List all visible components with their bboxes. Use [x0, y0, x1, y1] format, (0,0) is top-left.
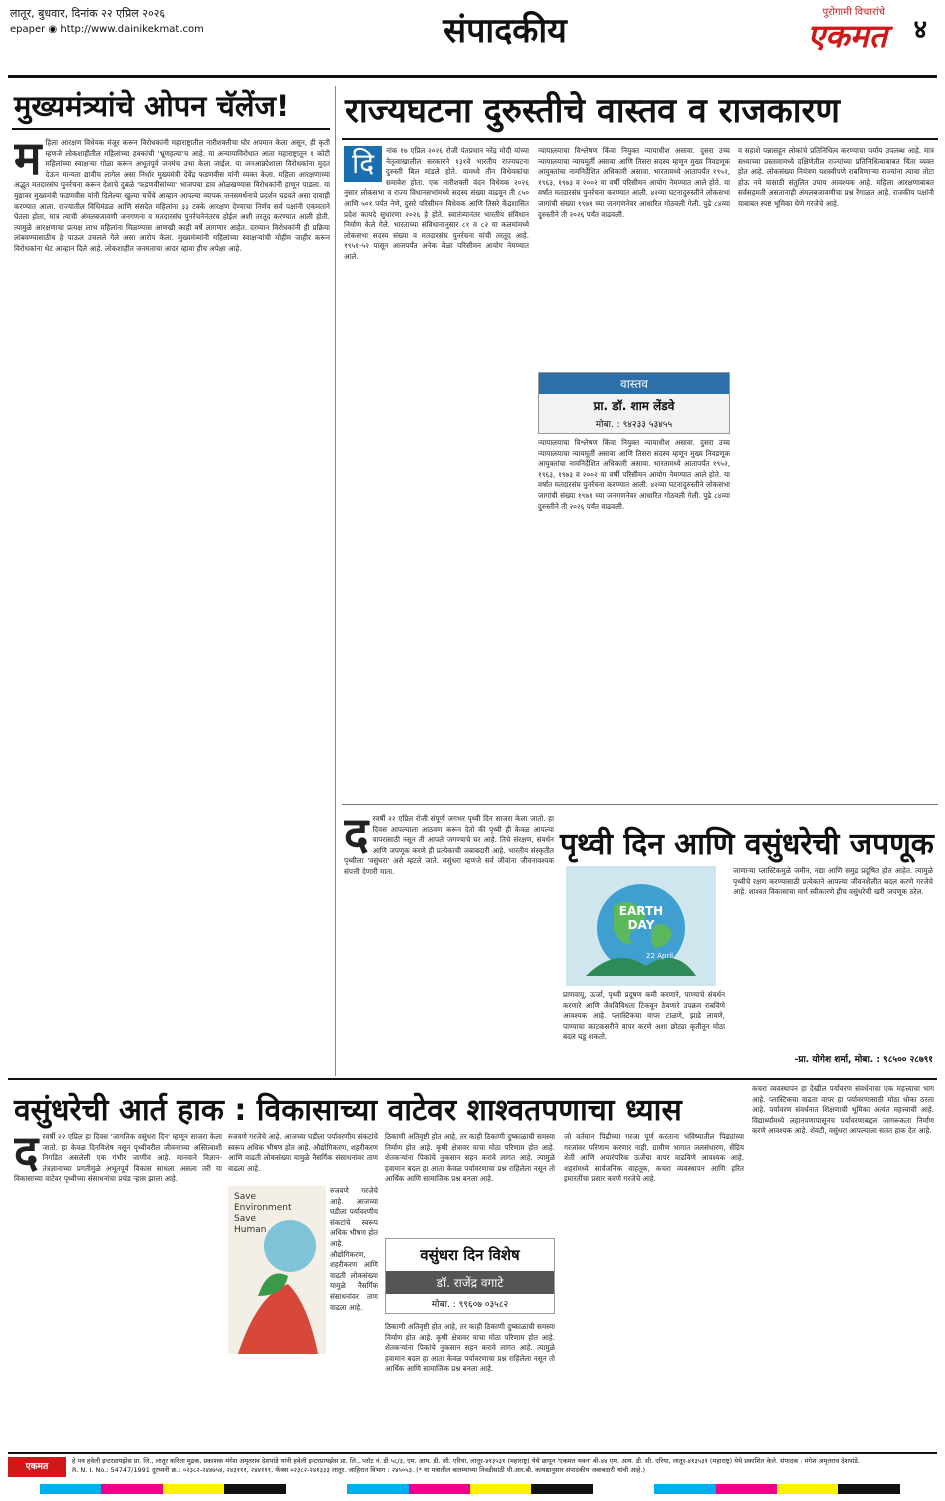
bottom-col-3-bottom [385, 1322, 555, 1448]
footer-line-2: R. N. I. No.: 54747/1991 दूरध्वनी क्र.: ०२३८२-२४४७५४, २४३१११, २४४१११, फॅक्स ०२३८२-२४१३३३ लातूर. जाहिरात विभाग : २४५०५३. (* या पत्रातील बातम्यांच्या निवडीसाठी पी.आर.बी. कायद्यानुसार संपादकीय जबाबदारी यांची आहे.) [72, 1466, 645, 1474]
section-title: संपादकीय [443, 11, 567, 51]
main-headline: राज्यघटना दुरुस्तीचे वास्तव व राजकारण [345, 91, 840, 131]
main-col-1 [344, 146, 529, 796]
save-environment-poster [228, 1186, 326, 1354]
vastav-mobile: मोबा. : ९४२३३ ५३४५५ [595, 420, 673, 430]
brand-tagline: पुरोगामी विचारांचे [822, 7, 885, 18]
earth-headline: पृथ्वी दिन आणि वसुंधरेची जपणूक [560, 827, 934, 862]
dateline: लातूर, बुधवार, दिनांक २२ एप्रिल २०२६ [10, 7, 166, 20]
vasundhara-box-mobile: मोबा. : ९९६०७ ०३५८२ [431, 1300, 509, 1310]
poster-line-1: Save [234, 1192, 257, 1202]
bottom-col-2-side [330, 1186, 378, 1448]
earth-dropcap: द [344, 814, 369, 861]
bottom-headline: वसुंधरेची आर्त हाक : विकासाच्या वाटेवर शाश्वतपणाचा ध्यास [14, 1093, 682, 1128]
left-body-text: हिला आरक्षण विधेयक मंजूर करून विरोधकांनी महाराष्ट्रातील नारीशक्तीचा घोर अपमान केला असून, ही कृती म्हणजे लोकशाहीतील महिलांच्या हक्कांची 'भ्रूणहत्या'च आहे. या अन्यायाविरोधात आता महाराष्ट्रातून १ कोटी महिलांच्या स्वाक्षऱ्या गोळा करून अभूतपूर्व जनमंच उभा केला जाईल. या जनआक्रोशाला विरोधकांना मुदत देऊन मान्यता द्यावीच लागेल असा निर्धार मुख्यमंत्री देवेंद्र फडणवीस यांनी व्यक्त केला. महिला आरक्षणाच्या अद्भुत मतदारसंघ पुनर्रचना करून देशाचे दुबळे 'फडणवीसांच्या' भाजपचा डाव ओळखण्यास विरोधकांनी हाणून पाडला. या मुद्यावर मुख्यमंत्री फडणवीस यांनी दिलेल्या खुल्या चर्चेचे आव्हान आपल्या व्यापक जनसमर्थनाचे प्रदर्शन घडवते असा दावाही करण्यात आला. राज्यातील विधिमंडळ आणि संसदेत महिलांना ३३ टक्के आरक्षण देण्याचा निर्णय सर्व पक्षांनी एकमताने घेतला होता, मात्र त्याची अंमलबजावणी जनगणना व मतदारसंघ पुनर्रचनेनंतरच होईल अशी तरतूद करण्यात आली होती. त्यामुळे आरक्षणाचा प्रत्यक्ष लाभ महिलांना मिळण्यास आणखी काही वर्षे लागणार आहेत. दरम्यान विरोधकांनी ही प्रक्रिया लांबवण्यासाठीच हे पाऊल उचलले गेले असा आरोप केला. मुख्यमंत्र्यांनी महिलांच्या स्वाक्षऱ्यांची मोहीम जाहीर करून विरोधकांना थेट आव्हान दिले आहे. लोकशाहीत जनमताचा आदर व्हावा हीच अपेक्षा आहे. [14, 138, 330, 253]
left-headline-rule [12, 128, 330, 130]
header-rule [8, 75, 937, 78]
main-col-2 [538, 146, 730, 366]
bottom-col-2-top [228, 1132, 378, 1184]
bottom-col-3-top [385, 1132, 555, 1232]
main-col3-text: व सहाशे पन्नासहून लोकांचे प्रतिनिधित्व करण्याचा पर्याय उपलब्ध आहे. मात्र सध्याच्या प्रस्तावामध्ये दक्षिणेतील राज्यांच्या प्रतिनिधित्वाबाबत चिंता व्यक्त होत आहे. लोकसंख्या नियंत्रण यशस्वीपणे राबविणाऱ्या राज्यांना त्याचा तोटा होऊ नये यासाठी संतुलित उपाय आवश्यक आहे. महिला आरक्षणाबाबत सर्वसहमती असतानाही अंमलबजावणीचा प्रश्न रेंगाळत आहे. राजकीय पक्षांनी याबाबत स्पष्ट भूमिका घेणे गरजेचे आहे. [738, 146, 934, 208]
poster-line-3: Save [234, 1214, 257, 1224]
bottom-col3b-text: ठिकाणी अतिवृष्टी होत आहे, तर काही ठिकाणी दुष्काळाची समस्या निर्माण होत आहे. कृषी क्षेत्रावर याचा मोठा परिणाम होत आहे. शेतकऱ्यांना पिकांचे नुकसान सहन करावे लागत आहे. त्यामुळे हवामान बदल हा आता केवळ पर्यावरणाचा प्रश्न राहिलेला नसून तो आर्थिक आणि सामाजिक प्रश्न बनला आहे. [385, 1322, 555, 1374]
vasundhara-box [385, 1238, 555, 1314]
bottom-col-5 [752, 1084, 934, 1448]
earth-signature: -प्रा. योगेश शर्मा, मोबा. : ९८५०० २८७९१ [794, 1055, 933, 1065]
site-url[interactable]: http://www.dainikekmat.com [60, 24, 204, 35]
main-dropcap: दि [344, 146, 382, 182]
column-divider [335, 86, 336, 1076]
color-registration-bar [40, 1484, 900, 1494]
main-col-2b [538, 438, 730, 796]
earth-col-3 [733, 866, 933, 1046]
poster-line-4: Human [234, 1225, 267, 1235]
main-col2b-text: न्यायालयाचा विश्लेषण किंवा नियुक्त न्यायाधीश असावा. दुसरा उच्च न्यायालयाचा न्यायमूर्ती असावा आणि तिसरा सदस्य म्हणून मुख्य निवडणूक आयुक्तांचा नामनिर्देशित अधिकारी असावा. भारतामध्ये आतापर्यंत १९५२, १९६३, १९७३ व २००२ या वर्षी परिसीमन आयोग नेमण्यात आले होते. या वर्षांत मतदारसंघ पुनर्रचना करण्यात आली. ४२व्या घटनादुरुस्तीने लोकसभा जागांची संख्या १९७१ च्या जनगणनेवर आधारित गोठवली गेली. पुढे ८४व्या दुरुस्तीने ती २०२६ पर्यंत वाढवली. [538, 438, 730, 511]
poster-line-2: Environment [234, 1203, 292, 1213]
left-article-body [14, 138, 330, 1076]
bottom-col2-text: रुजवणे गरजेचे आहे. आजच्या घडीला पर्यावरणीय संकटांचे स्वरूप अधिक भीषण होत आहे. औद्योगिकरण, शहरीकरण आणि वाढती लोकसंख्या यामुळे नैसर्गिक संसाधनांवर ताण वाढला आहे. [228, 1132, 378, 1173]
earth-body-c: जाणाऱ्या प्लास्टिकमुळे जमीन, नद्या आणि समुद्र प्रदूषित होत आहेत. त्यामुळे पृथ्वीचे रक्षण करण्यासाठी प्रत्येकाने आपल्या जीवनशैलीत बदल करणे गरजेचे आहे. शाश्वत विकासाचा मार्ग स्वीकारणे हीच वसुंधरेची खरी जपणूक ठरेल. [733, 866, 933, 897]
footer-line-1: हे पत्र हवेली इन्टरप्रायझेस प्रा. लि., लातूर करिता मुद्रक, प्रकाशक मंगेश अमृतराव देशपांडे यांनी हवेली इन्टरप्रायझेस प्रा. लि., प्लॉट नं. डी ५८/३, एम. आय. डी. सी. एरिया, लातूर-४१३५३१ (महाराष्ट्र) येथे छापून 'एकमत भवन' बी-४४ एम. आय. डी. सी. एरिया, लातूर-४१३५३१ (महाराष्ट्र) येथे प्रकाशित केले. संपादक : मंगेश अमृतराव देशपांडे. [72, 1457, 860, 1465]
bottom-col3-text: ठिकाणी अतिवृष्टी होत आहे, तर काही ठिकाणी दुष्काळाची समस्या निर्माण होत आहे. कृषी क्षेत्रावर याचा मोठा परिणाम होत आहे. शेतकऱ्यांना पिकांचे नुकसान सहन करावे लागत आहे. त्यामुळे हवामान बदल हा आता केवळ पर्यावरणाचा प्रश्न राहिलेला नसून तो आर्थिक आणि सामाजिक प्रश्न बनला आहे. [385, 1132, 555, 1184]
vasundhara-box-author: डॉ. राजेंद्र वगाटे [386, 1271, 554, 1294]
bottom-col2-side-text: रुजवणे गरजेचे आहे. आजच्या घडीला पर्यावरणीय संकटांचे स्वरूप अधिक भीषण होत आहे. औद्योगिकरण, शहरीकरण आणि वाढती लोकसंख्या यामुळे नैसर्गिक संसाधनांवर ताण वाढला आहे. [330, 1186, 378, 1312]
bottom-col4-text: जो वर्तमान पिढीच्या गरजा पूर्ण करताना भविष्यातील पिढ्यांच्या गरजांवर परिणाम करणार नाही. ग्रामीण भागात जलसंधारण, सेंद्रिय शेती आणि अपारंपरिक ऊर्जेचा वापर वाढविणे आवश्यक आहे. शहरांमध्ये सार्वजनिक वाहतूक, कचरा व्यवस्थापन आणि हरित इमारतींचा प्रसार करणे गरजेचे आहे. [564, 1132, 744, 1184]
earth-col-1 [344, 814, 554, 1064]
bottom-col-4 [564, 1132, 744, 1448]
earth-day-illustration [566, 866, 716, 986]
left-dropcap: म [14, 138, 42, 185]
mid-rule [342, 804, 938, 805]
footer-text [72, 1457, 937, 1475]
page-number: ४ [913, 15, 927, 45]
earth-body-b: प्राणवायू, ऊर्जा, पृथ्वी प्रदूषण कमी करणारे, पाण्याचे संवर्धन करणारे आणि जैवविविधता टिकवून ठेवणारे उपक्रम राबविणे आवश्यक आहे. प्लास्टिकचा वापर टाळणे, झाडे लावणे, पाण्याचा काटकसरीने वापर करणे अशा छोट्या कृतीतून मोठा बदल घडू शकतो. [563, 990, 725, 1042]
vastav-author: प्रा. डॉ. शाम लेंडवे [593, 399, 675, 413]
main-col1-text: नांक १७ एप्रिल २०२६ रोजी पंतप्रधान नरेंद्र मोदी यांच्या नेतृत्वाखालील सरकारने १३१वे भारतीय राज्यघटना दुरुस्ती बिल मांडले होते. यामध्ये तीन विधेयकांचा समावेश होता. एक नारीशक्ती वंदन विधेयक २०२६ नुसार लोकसभा व राज्य विधानसभांमध्ये सदस्य संख्या वाढवून ती ८५० आणि ५०१ पर्यंत नेणे, दुसरे परिसीमन विधेयक आणि तिसरे केंद्रशासित प्रदेश कायदे सुधारणा २०२६ हे होते. स्वातंत्र्यानंतर भारतीय संविधान निर्माण केले गेले. भारताच्या संविधानानुसार ८१ व ८२ या कलमांमध्ये लोकसभा सदस्य संख्या व मतदारसंघ पुनर्रचना यांची तरतूद आहे. १९५१-५२ पासून आजपर्यंत अनेक वेळा परिसीमन आयोग नेमण्यात आले. [344, 146, 529, 261]
bottom-col-1 [14, 1132, 222, 1448]
earth-body-a: रवर्षी २२ एप्रिल रोजी संपूर्ण जगभर पृथ्वी दिन साजरा केला जातो. हा दिवस आपल्याला आठवण करून देतो की पृथ्वी ही केवळ आपल्या वापरासाठी नसून ती आपले जगण्याचे घर आहे. तिचे संरक्षण, संवर्धन आणि जपणूक करणे ही प्रत्येकाची जबाबदारी आहे. भारतीय संस्कृतीत पृथ्वीला 'वसुंधरा' असे म्हटले जाते. वसुंधरा म्हणजे सर्व जीवांना जीवनावश्यक संपत्ती देणारी माता. [344, 814, 554, 876]
main-headline-rule [342, 138, 938, 140]
imprint-footer [8, 1452, 937, 1478]
main-col2-text: न्यायालयाचा विश्लेषण किंवा नियुक्त न्यायाधीश असावा. दुसरा उच्च न्यायालयाचा न्यायमूर्ती असावा आणि तिसरा सदस्य म्हणून मुख्य निवडणूक आयुक्तांचा नामनिर्देशित अधिकारी असावा. भारतामध्ये आतापर्यंत १९५२, १९६३, १९७३ व २००२ या वर्षी परिसीमन आयोग नेमण्यात आले होते. या वर्षांत मतदारसंघ पुनर्रचना करण्यात आली. ४२व्या घटनादुरुस्तीने लोकसभा जागांची संख्या १९७१ च्या जनगणनेवर आधारित गोठवली गेली. पुढे ८४व्या दुरुस्तीने ती २०२६ पर्यंत वाढवली. [538, 146, 730, 219]
bottom-col5-text: कचरा व्यवस्थापन हा देखील पर्यावरण संवर्धनाचा एक महत्त्वाचा भाग आहे. प्लास्टिकचा वाढता वापर हा पर्यावरणासाठी मोठा धोका ठरला आहे. पर्यावरण संवर्धनात शिक्षणाची भूमिका अत्यंत महत्त्वाची आहे. विद्यार्थ्यांमध्ये लहानपणापासूनच पर्यावरणाबद्दल जागरूकता निर्माण करणे आवश्यक आहे. शेवटी, वसुंधरा आपल्याला सतत हाक देत आहे. [752, 1084, 934, 1136]
earth-col-2 [563, 990, 725, 1064]
epaper-url[interactable] [10, 24, 204, 35]
vastav-tag: वास्तव [539, 373, 729, 394]
bottom-dropcap: द [14, 1132, 39, 1179]
earth-day-date: 22 April [646, 952, 674, 960]
poster-caption [234, 1192, 291, 1236]
brand-logo: एकमत [807, 17, 887, 55]
bottom-col1-text: रवर्षी २२ एप्रिल हा दिवस 'जागतिक वसुंधरा दिन' म्हणून साजरा केला जातो. हा केवळ दिनविशेष नसून पृथ्वीवरील जीवनाच्या अस्तित्वाशी निगडित असलेली एक गंभीर जाणीव आहे. मानवाने विज्ञान-तंत्रज्ञानाच्या प्रगतीमुळे अभूतपूर्व विकास साधला असला तरी या विकासाच्या वाटेवर पृथ्वीच्या संसाधनांचा प्रचंड ऱ्हास झाला आहे. [14, 1132, 222, 1184]
left-headline: मुख्यमंत्र्यांचे ओपन चॅलेंज! [14, 89, 290, 123]
vastav-box [538, 372, 730, 434]
bottom-top-rule [8, 1078, 937, 1080]
main-col-3 [738, 146, 934, 796]
vasundhara-box-title: वसुंधरा दिन विशेष [420, 1246, 520, 1264]
epaper-label: epaper [10, 24, 46, 35]
globe-icon: ◉ [48, 24, 58, 35]
earth-day-label: EARTH DAY [618, 904, 664, 932]
footer-logo: एकमत [8, 1457, 66, 1477]
